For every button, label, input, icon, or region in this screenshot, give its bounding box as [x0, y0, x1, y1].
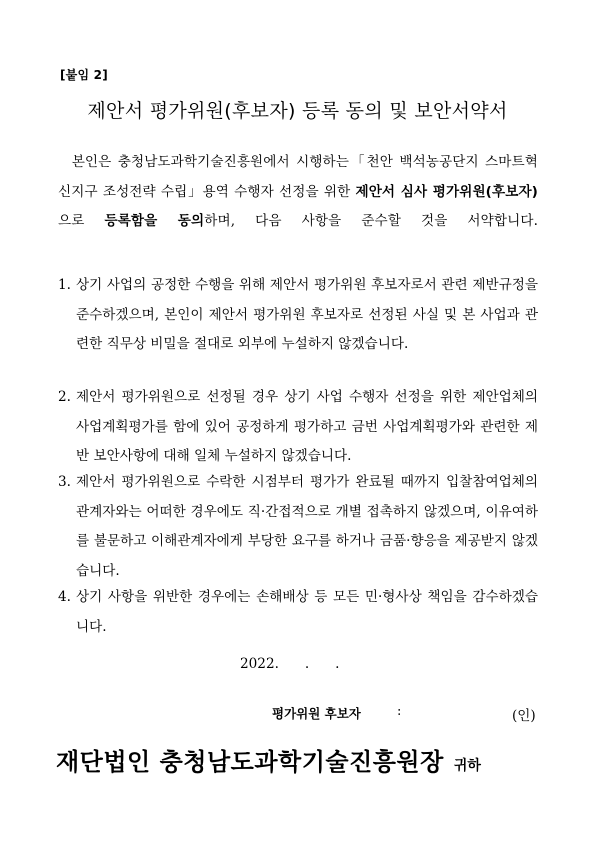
- recipient-suffix: 귀하: [453, 758, 481, 774]
- signature-colon: :: [397, 704, 402, 719]
- pledge-number: 2.: [58, 389, 71, 405]
- pledge-item-1: [58, 271, 538, 360]
- intro-paragraph: [58, 148, 538, 237]
- pledge-item-4: [58, 583, 538, 642]
- document-title: 제안서 평가위원(후보자) 등록 동의 및 보안서약서: [87, 100, 508, 122]
- pledge-number: 1.: [58, 277, 71, 293]
- intro-text-2: 으로: [58, 213, 105, 229]
- pledge-item-3: [58, 468, 538, 586]
- recipient-line: [56, 742, 481, 777]
- pledge-text: 제안서 평가위원으로 선정될 경우 상기 사업 수행자 선정을 위한 제안업체의 사업계획평가를 함에 있어 공정하게 평가하고 금번 사업계획평가와 관련한 제반 보안사항에 대해 일체 누설하지 않겠습니다.: [76, 389, 538, 464]
- pledge-item-2: [58, 383, 538, 472]
- seal-mark: (인): [512, 708, 536, 724]
- pledge-text: 제안서 평가위원으로 수락한 시점부터 평가가 완료될 때까지 입찰참여업체의 관계자와는 어떠한 경우에도 직·간접적으로 개별 접촉하지 않겠으며, 이유여하를 불문하고 이해관계자에게 부당한 요구를 하거나 금품·향응을 제공받지 않겠습니다.: [76, 474, 538, 579]
- attachment-label: [붙임 2]: [60, 68, 108, 82]
- pledge-text: 상기 사업의 공정한 수행을 위해 제안서 평가위원 후보자로서 관련 제반규정을 준수하겠으며, 본인이 제안서 평가위원 후보자로 선정된 사실 및 본 사업과 관련한 직무상 비밀을 절대로 외부에 누설하지 않겠습니다.: [76, 277, 538, 352]
- pledge-text: 상기 사항을 위반한 경우에는 손해배상 등 모든 민·형사상 책임을 감수하겠습니다.: [76, 589, 538, 635]
- signature-label: 평가위원 후보자: [272, 706, 361, 721]
- intro-bold-1: 제안서 심사 평가위원(후보자): [355, 183, 538, 200]
- pledge-number: 3.: [58, 474, 71, 490]
- pledge-number: 4.: [58, 589, 71, 605]
- intro-text-3: 하며, 다음 사항을 준수할 것을 서약합니다.: [204, 213, 538, 229]
- date-line: 2022. . .: [240, 656, 340, 672]
- intro-text-1: 본인은 충청남도과학기술진흥원에서 시행하는「천안 백석농공단지 스마트혁신지구 조성전략 수립」용역 수행자 선정을 위한: [58, 154, 538, 200]
- recipient-name: 재단법인 충청남도과학기술진흥원장: [56, 748, 444, 776]
- intro-bold-2: 등록함을 동의: [104, 213, 205, 229]
